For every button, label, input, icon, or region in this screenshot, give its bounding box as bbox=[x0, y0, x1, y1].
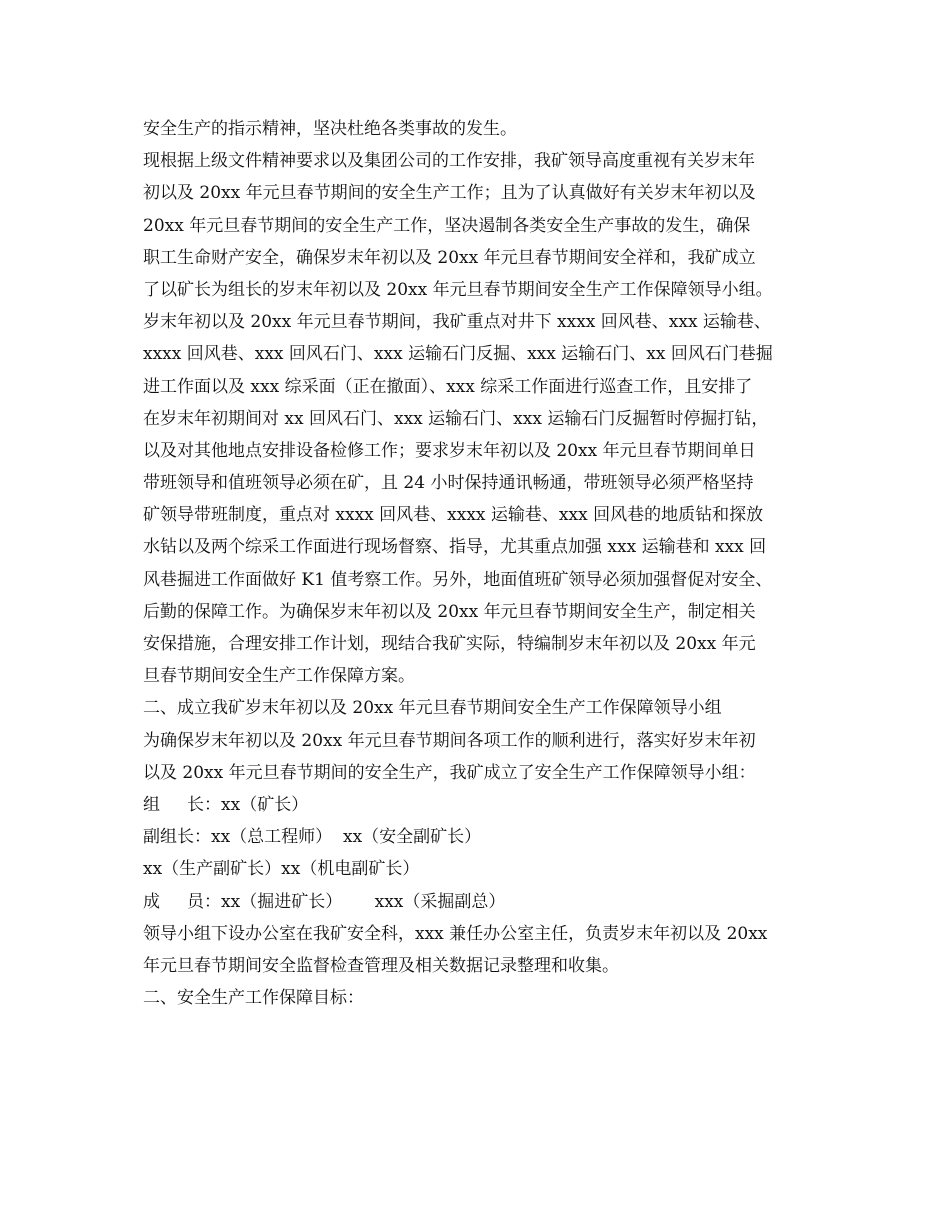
section-heading: 二、成立我矿岁末年初以及 20xx 年元旦春节期间安全生产工作保障领导小组 bbox=[143, 698, 722, 719]
paragraph-line: 安全生产的指示精神，坚决杜绝各类事故的发生。 bbox=[143, 119, 517, 139]
paragraph-line: 以及对其他地点安排设备检修工作；要求岁末年初以及 20xx 年元旦春节期间单日 bbox=[143, 440, 756, 461]
paragraph-line: 旦春节期间安全生产工作保障方案。 bbox=[143, 666, 415, 687]
paragraph-line: 了以矿长为组长的岁末年初以及 20xx 年元旦春节期间安全生产工作保障领导小组。 bbox=[143, 279, 773, 300]
team-deputy-line: xx（生产副矿长）xx（机电副矿长） bbox=[143, 859, 420, 880]
team-leader-line: 组 长：xx（矿长） bbox=[143, 794, 309, 815]
paragraph-line: 领导小组下设办公室在我矿安全科，xxx 兼任办公室主任，负责岁末年初以及 20xx bbox=[143, 923, 768, 944]
paragraph-line: 在岁末年初期间对 xx 回风石门、xxx 运输石门、xxx 运输石门反掘暂时停掘打钻， bbox=[143, 408, 769, 429]
section-heading: 二、安全生产工作保障目标： bbox=[143, 988, 364, 1009]
paragraph-line: 为确保岁末年初以及 20xx 年元旦春节期间各项工作的顺利进行，落实好岁末年初 bbox=[143, 730, 756, 751]
team-members-line: 成 员：xx（掘进矿长） xxx（采掘副总） bbox=[143, 891, 506, 912]
paragraph-line: 风巷掘进工作面做好 K1 值考察工作。另外，地面值班矿领导必须加强督促对安全、 bbox=[143, 569, 773, 590]
paragraph-line: 年元旦春节期间安全监督检查管理及相关数据记录整理和收集。 bbox=[143, 955, 619, 976]
document-body bbox=[143, 113, 823, 1014]
team-deputy-line: 副组长：xx（总工程师） xx（安全副矿长） bbox=[143, 827, 482, 848]
paragraph-line: 安保措施，合理安排工作计划，现结合我矿实际，特编制岁末年初以及 20xx 年元 bbox=[143, 634, 756, 654]
paragraph-line: 初以及 20xx 年元旦春节期间的安全生产工作；且为了认真做好有关岁末年初以及 bbox=[143, 183, 756, 204]
paragraph-line: 以及 20xx 年元旦春节期间的安全生产，我矿成立了安全生产工作保障领导小组： bbox=[143, 762, 756, 783]
paragraph-line: 职工生命财产安全，确保岁末年初以及 20xx 年元旦春节期间安全祥和，我矿成立 bbox=[143, 247, 756, 268]
paragraph-line: 水钻以及两个综采工作面进行现场督察、指导，尤其重点加强 xxx 运输巷和 xxx 回 bbox=[143, 537, 767, 558]
paragraph-line: 矿领导带班制度，重点对 xxxx 回风巷、xxxx 运输巷、xxx 回风巷的地质钻和探放 bbox=[143, 505, 764, 526]
paragraph-line: 进工作面以及 xxx 综采面（正在撤面）、xxx 综采工作面进行巡查工作，且安排了 bbox=[143, 376, 753, 397]
paragraph-line: 现根据上级文件精神要求以及集团公司的工作安排，我矿领导高度重视有关岁末年 bbox=[143, 151, 755, 172]
paragraph-line: 岁末年初以及 20xx 年元旦春节期间，我矿重点对井下 xxxx 回风巷、xxx 运输巷、 bbox=[143, 312, 771, 333]
paragraph-line: 20xx 年元旦春节期间的安全生产工作，坚决遏制各类安全生产事故的发生，确保 bbox=[143, 215, 751, 236]
paragraph-line: xxxx 回风巷、xxx 回风石门、xxx 运输石门反掘、xxx 运输石门、xx 回风石门巷掘 bbox=[143, 344, 773, 365]
paragraph-line: 后勤的保障工作。为确保岁末年初以及 20xx 年元旦春节期间安全生产，制定相关 bbox=[143, 601, 756, 622]
paragraph-line: 带班领导和值班领导必须在矿，且 24 小时保持通讯畅通，带班领导必须严格坚持 bbox=[143, 473, 754, 494]
